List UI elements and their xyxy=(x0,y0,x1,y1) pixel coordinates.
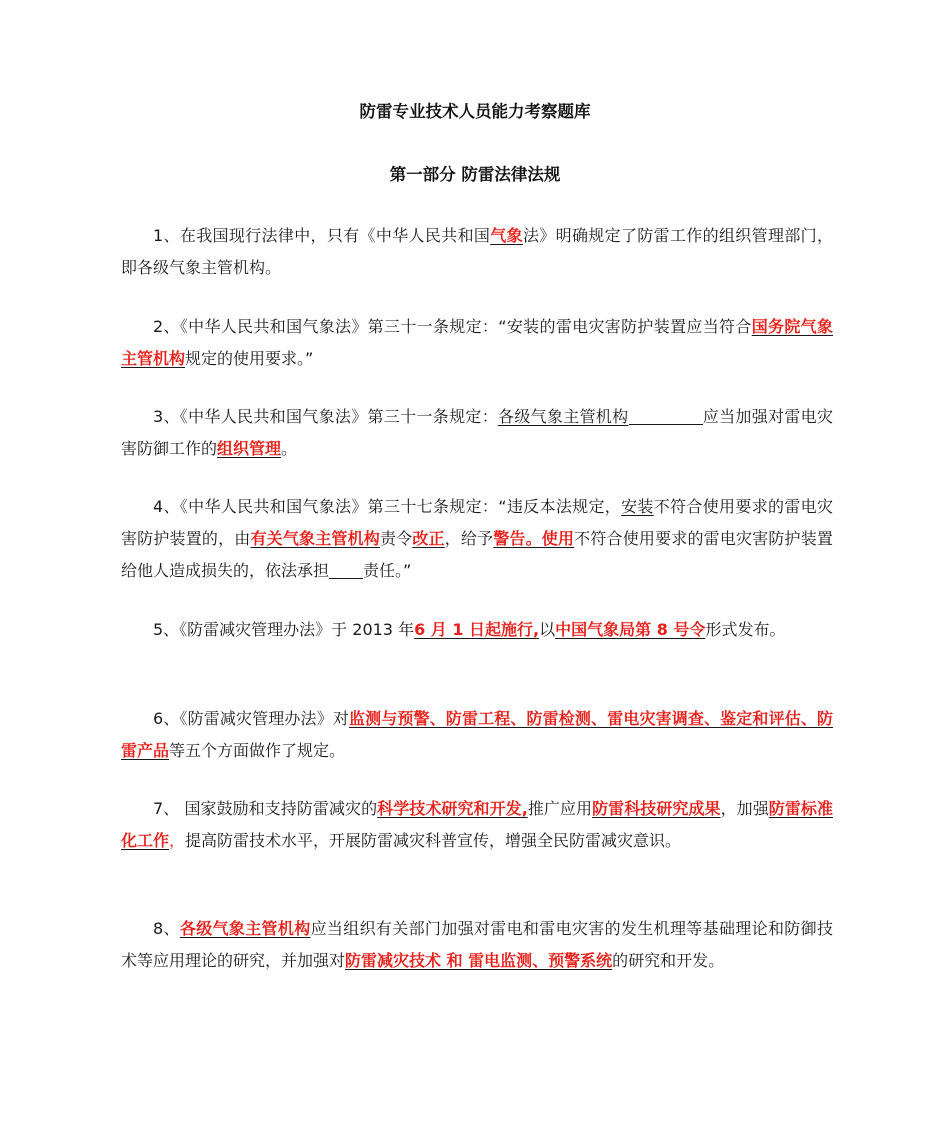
q4-text-a: 4、《中华人民共和国气象法》第三十七条规定：“违反本法规定， xyxy=(153,497,622,516)
q2-answer-1: 国务院气象主管机构 xyxy=(121,317,833,368)
q3-text-c: 。 xyxy=(281,439,298,458)
q4-answer-1: 安装 xyxy=(621,497,654,516)
q8-text-c: 的研究和开发。 xyxy=(612,951,725,970)
q8-answer-2: 防雷减灾技术 和 雷电监测、预警系统 xyxy=(345,951,613,970)
q5-text-b: 以 xyxy=(539,620,556,639)
q3-text-a: 3、《中华人民共和国气象法》第三十一条规定： xyxy=(153,407,499,426)
question-7 xyxy=(121,793,833,857)
q4-answer-4: 警告。使用 xyxy=(493,529,575,548)
q5-answer-1: 6 月 1 日起施行, xyxy=(414,620,540,639)
q3-answer-2: 组织管理 xyxy=(217,439,282,458)
question-1 xyxy=(121,220,833,284)
q2-text-a: 2、《中华人民共和国气象法》第三十一条规定：“安装的雷电灾害防护装置应当符合 xyxy=(153,317,752,336)
q6-text-a: 6、《防雷减灾管理办法》对 xyxy=(153,709,349,728)
q6-answer-1: 监测与预警、防雷工程、防雷检测、雷电灾害调查、鉴定和评估、防雷产品 xyxy=(121,709,833,760)
q4-blank xyxy=(329,558,363,579)
q7-text-c: ，加强 xyxy=(720,799,769,818)
q5-text-a: 5、《防雷减灾管理办法》于 2013 年 xyxy=(153,620,415,639)
q4-answer-2: 有关气象主管机构 xyxy=(250,529,380,548)
q5-answer-2: 中国气象局第 8 号令 xyxy=(555,620,706,639)
q3-text-b: 应当加强对雷电灾害防御工作的 xyxy=(121,407,833,458)
question-4 xyxy=(121,491,833,587)
q3-blank xyxy=(629,404,703,425)
q8-text-b: 应当组织有关部门加强对雷电和雷电灾害的发生机理等基础理论和防御技术等应用理论的研究，并加强对 xyxy=(121,919,833,970)
q8-answer-1: 各级气象主管机构 xyxy=(179,919,311,938)
question-8 xyxy=(121,913,833,977)
question-6 xyxy=(121,703,833,767)
q7-answer-2: 防雷科技研究成果 xyxy=(592,799,721,818)
q4-text-f: 责任。” xyxy=(363,561,412,580)
q3-answer-1: 各级气象主管机构 xyxy=(498,407,629,426)
question-2 xyxy=(121,311,833,375)
question-3 xyxy=(121,401,833,465)
q1-answer-1: 气象 xyxy=(490,226,523,245)
q7-answer-3: 防雷标准化工作 xyxy=(121,799,833,850)
q7-text-e: 提高防雷技术水平，开展防雷减灾科普宣传，增强全民防雷减灾意识。 xyxy=(185,831,682,850)
q4-text-e: 不符合使用要求的雷电灾害防护装置给他人造成损失的，依法承担 xyxy=(121,529,833,580)
q5-text-c: 形式发布。 xyxy=(705,620,786,639)
q7-answer-1: 科学技术研究和开发, xyxy=(377,799,528,818)
q4-text-c: 责令 xyxy=(379,529,413,548)
question-5 xyxy=(121,614,833,646)
q7-text-d: ， xyxy=(169,831,186,850)
part-title: 第一部分 防雷法律法规 xyxy=(389,165,561,184)
q8-text-a: 8、 xyxy=(153,919,180,938)
q4-text-b: 不符合使用要求的雷电灾害防护装置的，由 xyxy=(121,497,833,548)
q4-answer-3: 改正 xyxy=(412,529,445,548)
document-title: 防雷专业技术人员能力考察题库 xyxy=(359,102,591,121)
q7-text-a: 7、 国家鼓励和支持防雷减灾的 xyxy=(153,799,378,818)
q7-text-b: 推广应用 xyxy=(527,799,593,818)
q6-text-b: 等五个方面做作了规定。 xyxy=(169,741,346,760)
q1-text-a: 1、在我国现行法律中，只有《中华人民共和国 xyxy=(153,226,491,245)
q4-text-d: ，给予 xyxy=(444,529,494,548)
q1-text-b: 法》明确规定了防雷工作的组织管理部门，即各级气象主管机构。 xyxy=(121,226,833,277)
q2-text-b: 规定的使用要求。” xyxy=(185,349,314,368)
